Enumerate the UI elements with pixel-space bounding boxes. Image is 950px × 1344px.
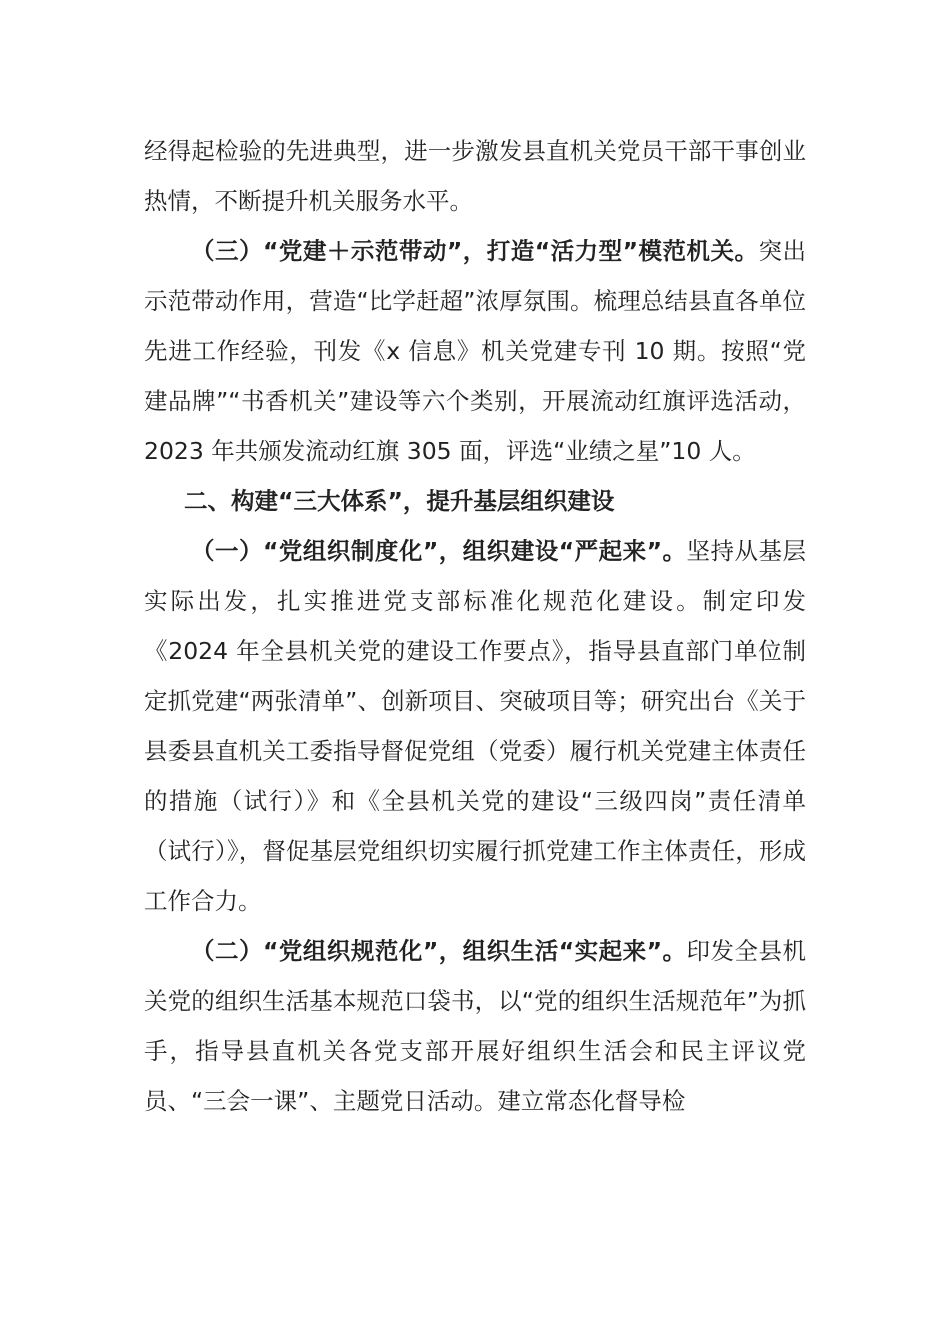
paragraph-body: 突出示范带动作用，营造“比学赶超”浓厚氛围。梳理总结县直各单位先进工作经验，刊发《x 信息》机关党建专刊 10 期。按照“党建品牌”“书香机关”建设等六个类别，开展流动红旗评选活动，2023 年共颁发流动红旗 305 面，评选“业绩之星”10 人。 (144, 237, 807, 465)
paragraph-continuation: 经得起检验的先进典型，进一步激发县直机关党员干部干事创业热情，不断提升机关服务水平。 (144, 137, 806, 215)
document-body (144, 126, 806, 1126)
section-heading: 二、构建“三大体系”，提升基层组织建设 (184, 487, 615, 515)
paragraph-section2-item1 (144, 526, 806, 926)
paragraph-lead: （一）“党组织制度化”，组织建设“严起来”。 (191, 537, 687, 565)
paragraph-lead: （三）“党建＋示范带动”，打造“活力型”模范机关。 (191, 237, 759, 265)
paragraph-section1-item3 (144, 226, 806, 476)
paragraph-body: 坚持从基层实际出发，扎实推进党支部标准化规范化建设。制定印发《2024 年全县机关党的建设工作要点》，指导县直部门单位制定抓党建“两张清单”、创新项目、突破项目等；研究出台《关于县委县直机关工委指导督促党组（党委）履行机关党建主体责任的措施（试行）》和《全县机关党的建设“三级四岗”责任清单（试行）》，督促基层党组织切实履行抓党建工作主体责任，形成工作合力。 (144, 537, 807, 915)
paragraph-lead: （二）“党组织规范化”，组织生活“实起来”。 (191, 937, 687, 965)
paragraph-section2-item2 (144, 926, 806, 1126)
paragraph-body: 印发全县机关党的组织生活基本规范口袋书，以“党的组织生活规范年”为抓手，指导县直机关各党支部开展好组织生活会和民主评议党员、“三会一课”、主题党日活动。建立常态化督导检 (144, 937, 807, 1115)
